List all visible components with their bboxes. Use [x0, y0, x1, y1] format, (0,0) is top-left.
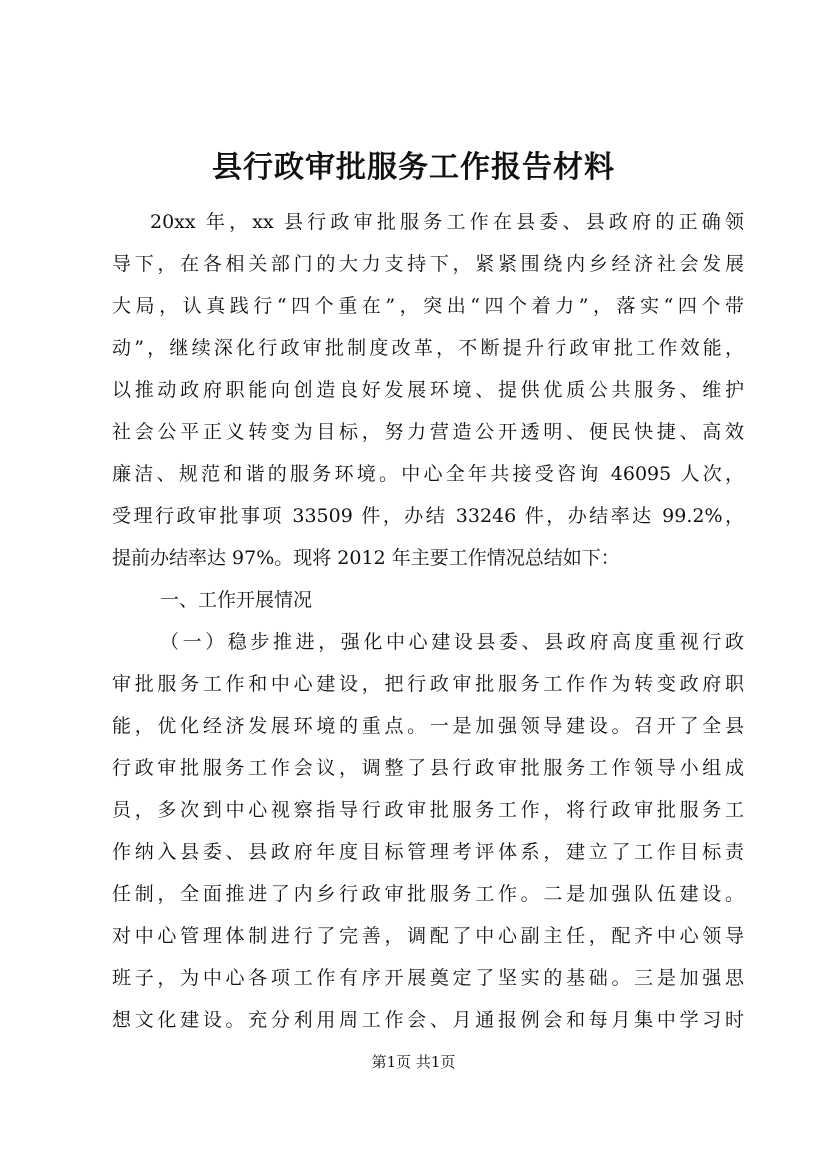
text-line: 以推动政府职能向创造良好发展环境、提供优质公共服务、维护	[112, 379, 744, 401]
text-line: 能，优化经济发展环境的重点。一是加强领导建设。召开了全县	[112, 715, 744, 737]
text-line: 受理行政审批事项 33509 件，办结 33246 件，办结率达 99.2%，	[112, 505, 744, 527]
text-line: 班子，为中心各项工作有序开展奠定了坚实的基础。三是加强思	[112, 967, 744, 989]
text-line: 提前办结率达 97%。现将 2012 年主要工作情况总结如下：	[112, 547, 620, 569]
text-line: 导下，在各相关部门的大力支持下，紧紧围绕内乡经济社会发展	[112, 253, 744, 275]
text-line: 20xx 年，xx 县行政审批服务工作在县委、县政府的正确领	[150, 211, 744, 233]
text-line: 审批服务工作和中心建设，把行政审批服务工作作为转变政府职	[112, 673, 744, 695]
text-line: 作纳入县委、县政府年度目标管理考评体系，建立了工作目标责	[112, 841, 744, 863]
text-line: 廉洁、规范和谐的服务环境。中心全年共接受咨询 46095 人次，	[112, 463, 744, 485]
text-line: 社会公平正义转变为目标，努力营造公开透明、便民快捷、高效	[112, 421, 744, 443]
text-line: 大局，认真践行“四个重在”，突出“四个着力”，落实“四个带	[112, 295, 744, 317]
page-footer: 第1页 共1页	[371, 1053, 456, 1071]
text-line: 员，多次到中心视察指导行政审批服务工作，将行政审批服务工	[112, 799, 744, 821]
text-line: 任制，全面推进了内乡行政审批服务工作。二是加强队伍建设。	[112, 883, 744, 905]
text-line: 行政审批服务工作会议，调整了县行政审批服务工作领导小组成	[112, 757, 744, 779]
text-line: 动”，继续深化行政审批制度改革，不断提升行政审批工作效能，	[112, 337, 744, 359]
text-line: 想文化建设。充分利用周工作会、月通报例会和每月集中学习时	[112, 1009, 744, 1031]
text-line: 对中心管理体制进行了完善，调配了中心副主任，配齐中心领导	[112, 925, 744, 947]
document-title: 县行政审批服务工作报告材料	[212, 150, 615, 185]
section-heading: 一、工作开展情况	[160, 589, 313, 611]
text-line: （一）稳步推进，强化中心建设县委、县政府高度重视行政	[160, 631, 744, 653]
document-body	[112, 201, 744, 1041]
